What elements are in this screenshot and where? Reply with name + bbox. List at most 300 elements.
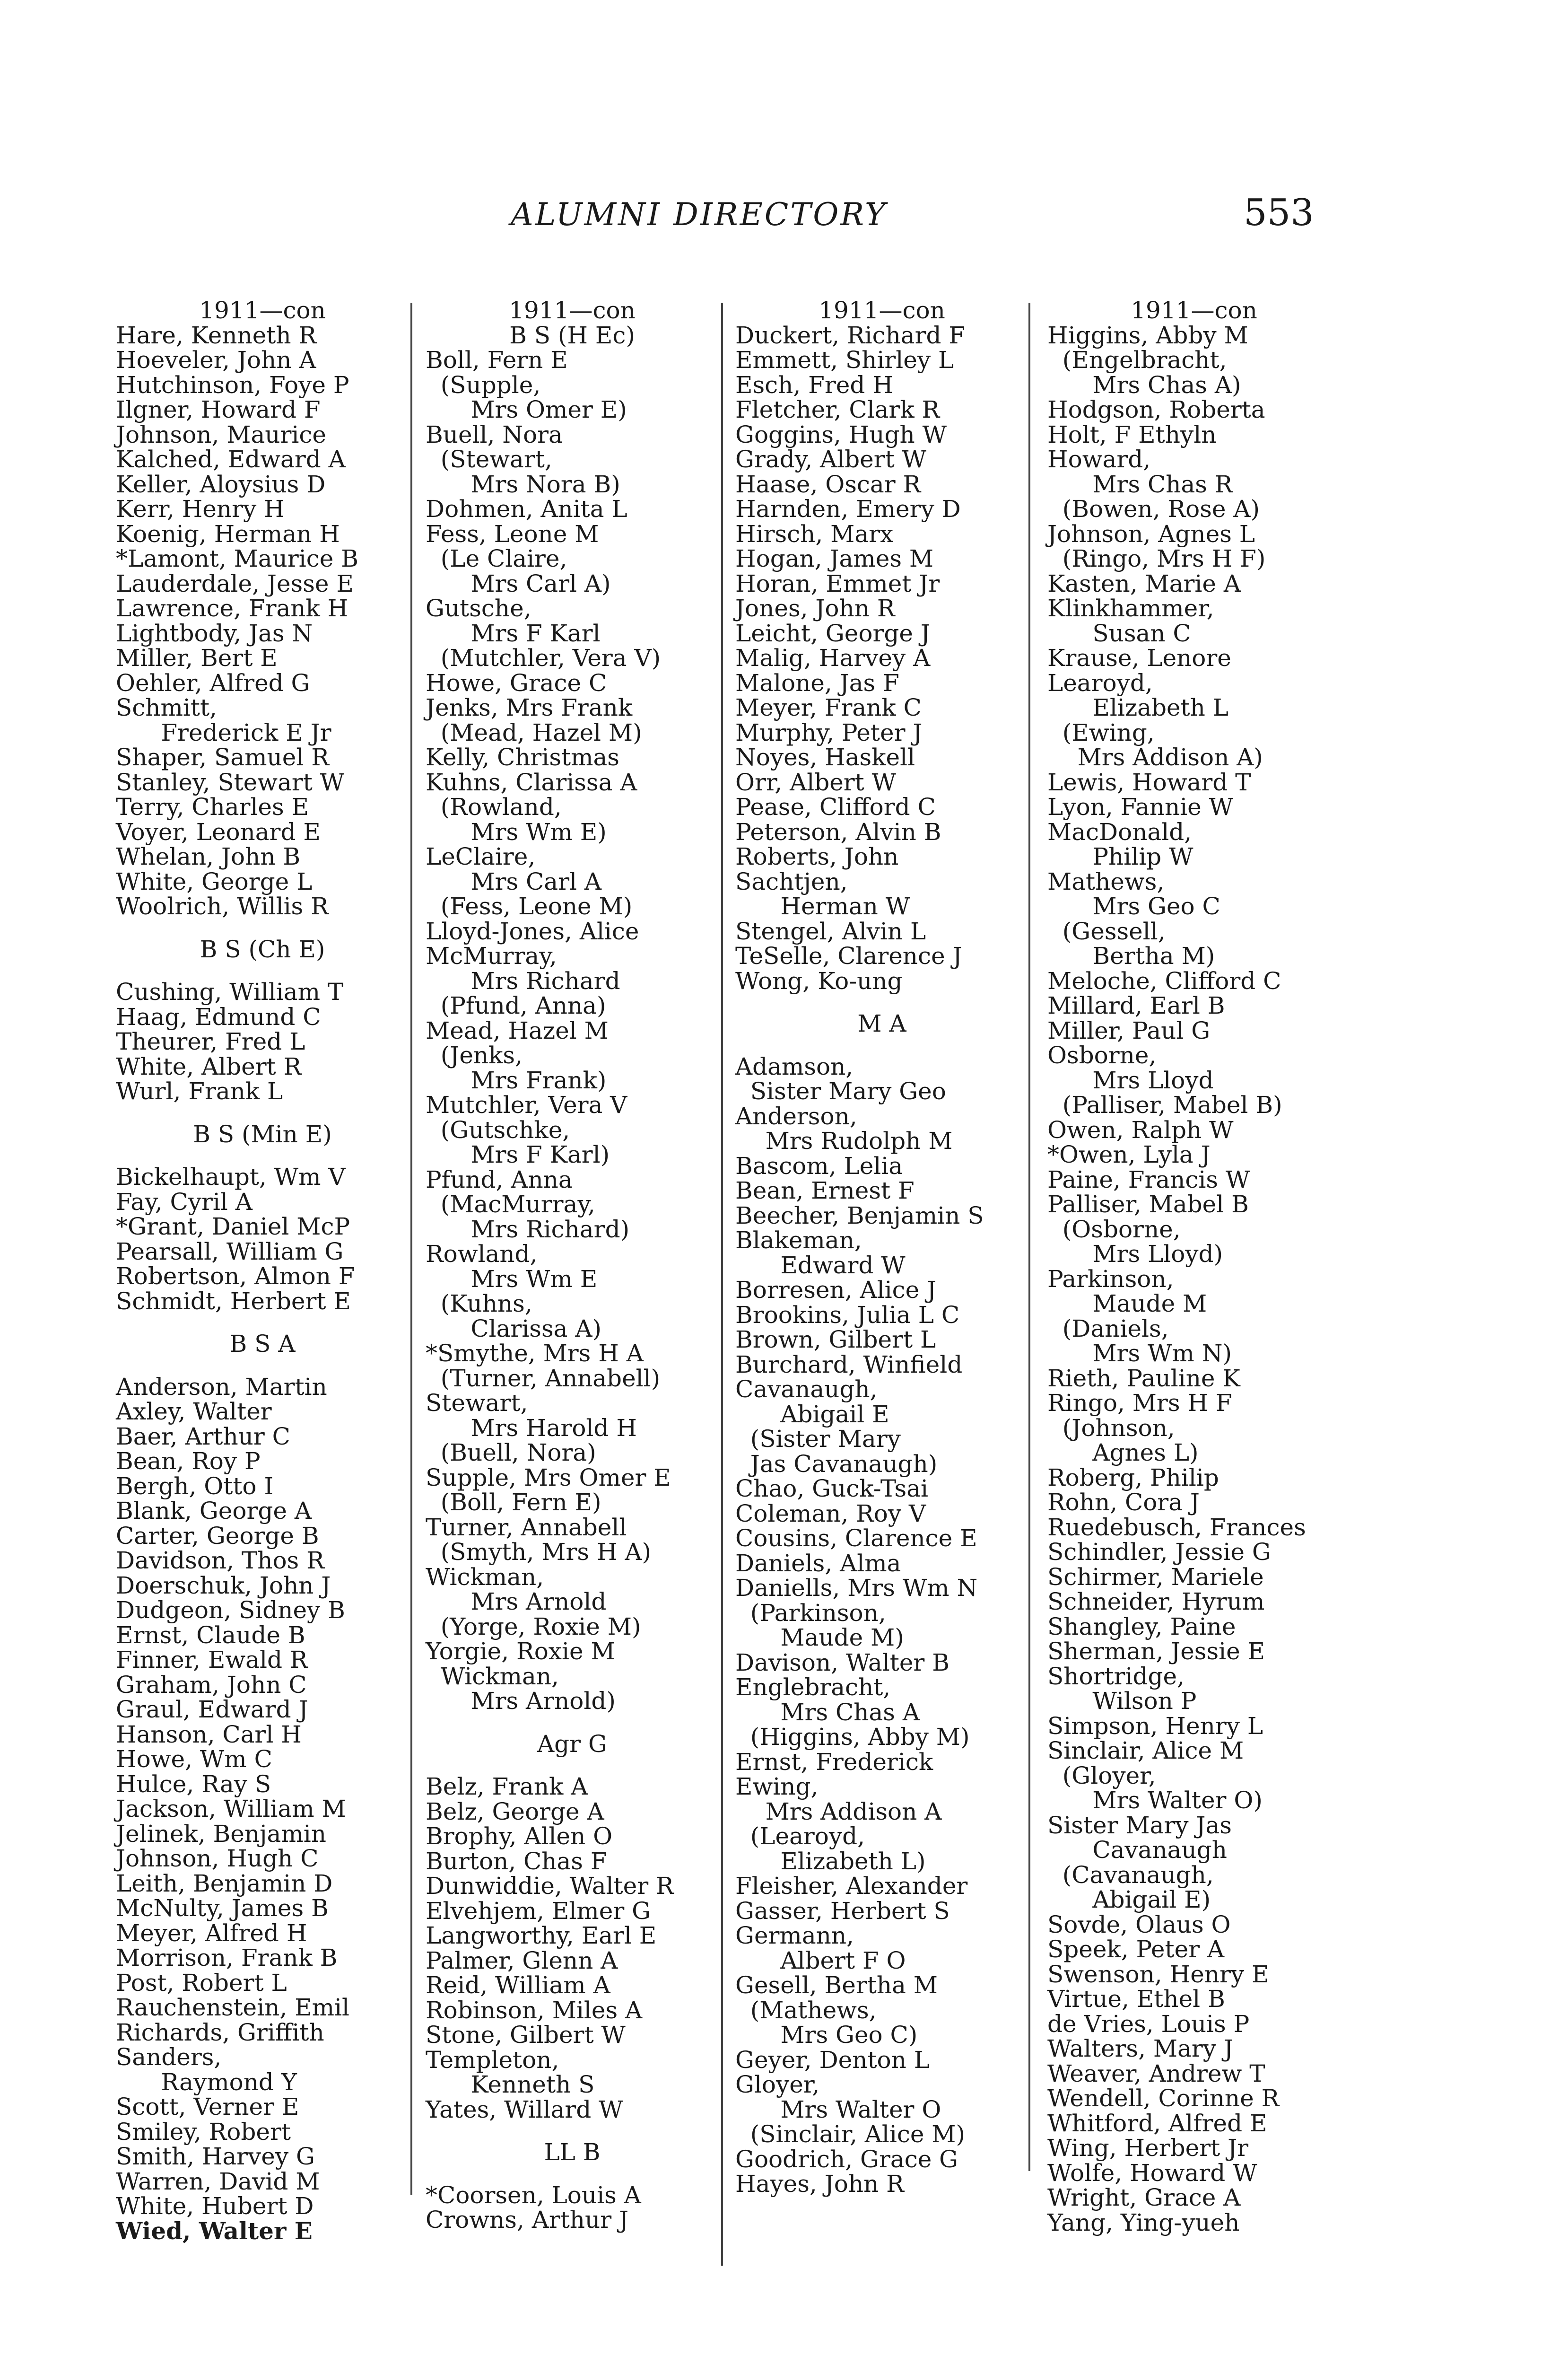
- directory-entry: Ringo, Mrs H F: [1047, 1389, 1232, 1417]
- directory-entry: Miller, Bert E: [116, 644, 278, 672]
- directory-entry: Gasser, Herbert S: [735, 1897, 950, 1925]
- directory-entry: Koenig, Herman H: [116, 520, 340, 548]
- directory-entry: Millard, Earl B: [1047, 992, 1225, 1019]
- directory-entry: Weaver, Andrew T: [1047, 2059, 1265, 2087]
- directory-entry: (Parkinson,: [735, 1599, 886, 1627]
- directory-entry: Howe, Grace C: [426, 669, 607, 697]
- directory-entry: Hulce, Ray S: [116, 1770, 271, 1798]
- directory-entry: Lightbody, Jas N: [116, 619, 313, 647]
- directory-entry: (Sinclair, Alice M): [735, 2120, 966, 2148]
- directory-entry: Germann,: [735, 1922, 854, 1949]
- directory-entry: Hutchinson, Foye P: [116, 371, 349, 399]
- directory-entry: Bean, Ernest F: [735, 1177, 915, 1204]
- directory-entry: Daniells, Mrs Wm N: [735, 1574, 978, 1602]
- directory-entry: Pearsall, William G: [116, 1237, 344, 1265]
- directory-entry: Mrs F Karl): [426, 1141, 610, 1168]
- directory-entry: Whelan, John B: [116, 843, 301, 870]
- section-heading: B S A: [229, 1330, 296, 1358]
- directory-entry: Albert F O: [735, 1946, 906, 1974]
- directory-entry: Herman W: [735, 893, 910, 920]
- directory-entry: Oehler, Alfred G: [116, 669, 310, 697]
- directory-entry: Englebracht,: [735, 1673, 891, 1701]
- directory-entry: Shangley, Paine: [1047, 1612, 1236, 1640]
- directory-entry: Gutsche,: [426, 595, 531, 622]
- directory-entry: Jackson, William M: [116, 1795, 346, 1822]
- directory-entry: Malig, Harvey A: [735, 644, 931, 672]
- directory-entry: Crowns, Arthur J: [426, 2206, 629, 2234]
- spacer: [426, 1756, 719, 1774]
- directory-entry: Lauderdale, Jesse E: [116, 569, 354, 597]
- directory-entry: Belz, George A: [426, 1797, 604, 1825]
- directory-entry: Stewart,: [426, 1389, 528, 1417]
- spacer: [116, 1104, 409, 1122]
- directory-entry: Kalched, Edward A: [116, 446, 346, 473]
- directory-entry: Mrs Wm N): [1047, 1340, 1232, 1367]
- directory-entry: Kerr, Henry H: [116, 495, 285, 523]
- directory-entry: Johnson, Hugh C: [116, 1845, 319, 1872]
- directory-entry: Adamson,: [735, 1052, 854, 1080]
- directory-entry: White, George L: [116, 867, 313, 895]
- directory-entry: Mrs Nora B): [426, 470, 620, 498]
- directory-entry: Jones, John R: [735, 595, 895, 622]
- spacer: [116, 1357, 409, 1375]
- column-rule: [721, 303, 723, 2266]
- directory-entry: Schindler, Jessie G: [1047, 1538, 1271, 1566]
- directory-entry: (Ringo, Mrs H F): [1047, 545, 1266, 572]
- directory-entry: Fess, Leone M: [426, 520, 599, 548]
- directory-entry: Meyer, Frank C: [735, 694, 922, 721]
- directory-entry: Goggins, Hugh W: [735, 420, 947, 448]
- directory-entry: Theurer, Fred L: [116, 1028, 305, 1055]
- directory-entry: Speek, Peter A: [1047, 1936, 1225, 1963]
- directory-entry: Ewing,: [735, 1773, 819, 1800]
- directory-entry: Beecher, Benjamin S: [735, 1201, 984, 1229]
- spacer: [735, 993, 1028, 1011]
- directory-entry: Owen, Ralph W: [1047, 1116, 1234, 1144]
- directory-entry: (Cavanaugh,: [1047, 1861, 1214, 1889]
- directory-entry: Axley, Walter: [116, 1398, 272, 1425]
- directory-entry: (Gloyer,: [1047, 1761, 1156, 1789]
- directory-entry: Malone, Jas F: [735, 669, 899, 697]
- directory-entry: Burchard, Winfield: [735, 1350, 963, 1378]
- directory-entry: (Osborne,: [1047, 1215, 1181, 1243]
- directory-entry: *Grant, Daniel McP: [116, 1213, 350, 1240]
- directory-entry: Doerschuk, John J: [116, 1571, 331, 1599]
- directory-entry: (Daniels,: [1047, 1314, 1169, 1342]
- directory-entry: Mrs Lloyd): [1047, 1240, 1223, 1268]
- directory-entry: Hanson, Carl H: [116, 1720, 302, 1748]
- directory-entry: Kenneth S: [426, 2071, 595, 2098]
- directory-entry: Mrs Omer E): [426, 396, 627, 423]
- spacer: [735, 1036, 1028, 1054]
- directory-entry: Scott, Verner E: [116, 2093, 299, 2120]
- directory-entry: Mrs Walter O): [1047, 1787, 1263, 1814]
- directory-entry: Meloche, Clifford C: [1047, 967, 1281, 995]
- directory-entry: Baer, Arthur C: [116, 1422, 290, 1450]
- directory-entry: Mutchler, Vera V: [426, 1091, 627, 1119]
- directory-entry: Wolfe, Howard W: [1047, 2159, 1257, 2187]
- directory-entry: Roberg, Philip: [1047, 1463, 1219, 1491]
- directory-entry: Carter, George B: [116, 1522, 319, 1550]
- directory-entry: LeClaire,: [426, 843, 536, 870]
- spacer: [116, 919, 409, 937]
- directory-entry: (Jenks,: [426, 1042, 523, 1069]
- directory-entry: Schmidt, Herbert E: [116, 1287, 351, 1315]
- directory-entry: Post, Robert L: [116, 1969, 287, 1997]
- directory-entry: Daniels, Alma: [735, 1549, 901, 1577]
- directory-entry: Wendell, Corinne R: [1047, 2085, 1280, 2112]
- directory-entry: Maude M): [735, 1624, 904, 1651]
- directory-entry: Mrs Richard: [426, 967, 620, 995]
- directory-entry: (Gutschke,: [426, 1116, 570, 1144]
- directory-entry: Langworthy, Earl E: [426, 1922, 657, 1949]
- directory-entry: Blakeman,: [735, 1226, 862, 1254]
- spacer: [426, 2122, 719, 2140]
- directory-entry: Mrs Rudolph M: [735, 1127, 953, 1155]
- directory-entry: White, Albert R: [116, 1052, 302, 1080]
- directory-entry: Hayes, John R: [735, 2170, 904, 2198]
- directory-entry: Palliser, Mabel B: [1047, 1191, 1249, 1218]
- directory-entry: (Bowen, Rose A): [1047, 495, 1260, 523]
- spacer: [116, 962, 409, 980]
- directory-entry: Harnden, Emery D: [735, 495, 961, 523]
- directory-entry: Mrs Frank): [426, 1066, 607, 1094]
- directory-entry: Davison, Walter B: [735, 1648, 950, 1676]
- directory-entry: Horan, Emmet Jr: [735, 569, 940, 597]
- directory-entry: Sister Mary Jas: [1047, 1811, 1232, 1839]
- directory-entry: Coleman, Roy V: [735, 1499, 926, 1527]
- directory-entry: Dunwiddie, Walter R: [426, 1872, 674, 1900]
- directory-entry: Murphy, Peter J: [735, 718, 923, 746]
- directory-entry: Warren, David M: [116, 2167, 320, 2195]
- directory-entry: Gloyer,: [735, 2071, 820, 2098]
- directory-entry: Holt, F Ethyln: [1047, 420, 1217, 448]
- spacer: [426, 1714, 719, 1732]
- directory-entry: TeSelle, Clarence J: [735, 942, 962, 970]
- directory-entry: Supple, Mrs Omer E: [426, 1463, 671, 1491]
- directory-entry: Paine, Francis W: [1047, 1165, 1250, 1193]
- section-heading: LL B: [544, 2138, 601, 2166]
- directory-entry: (Higgins, Abby M): [735, 1723, 970, 1751]
- directory-entry: Edward W: [735, 1251, 906, 1279]
- directory-entry: Duckert, Richard F: [735, 321, 966, 349]
- directory-entry: Osborne,: [1047, 1042, 1157, 1069]
- directory-entry: (Ewing,: [1047, 718, 1155, 746]
- section-heading: 1911—con: [199, 297, 326, 324]
- directory-entry: Elizabeth L: [1047, 694, 1228, 721]
- directory-entry: Leith, Benjamin D: [116, 1869, 333, 1897]
- directory-entry: Miller, Paul G: [1047, 1016, 1211, 1044]
- directory-entry: Cousins, Clarence E: [735, 1524, 977, 1552]
- directory-entry: Belz, Frank A: [426, 1773, 588, 1800]
- directory-entry: Smiley, Robert: [116, 2118, 291, 2146]
- directory-entry: Grady, Albert W: [735, 446, 927, 473]
- directory-entry: Noyes, Haskell: [735, 744, 915, 771]
- directory-entry: Lewis, Howard T: [1047, 768, 1251, 796]
- directory-entry: Leicht, George J: [735, 619, 930, 647]
- directory-entry: Mrs Walter O: [735, 2095, 941, 2123]
- directory-entry: MacDonald,: [1047, 818, 1192, 846]
- directory-entry: Wied, Walter E: [116, 2216, 313, 2245]
- directory-entry: Roberts, John: [735, 843, 899, 870]
- page-number: 553: [1244, 192, 1314, 234]
- directory-entry: Shortridge,: [1047, 1662, 1185, 1690]
- directory-entry: Higgins, Abby M: [1047, 321, 1248, 349]
- directory-entry: Keller, Aloysius D: [116, 470, 326, 498]
- directory-entry: Ilgner, Howard F: [116, 396, 321, 423]
- directory-entry: Wong, Ko-ung: [735, 967, 903, 995]
- directory-entry: Wickman,: [426, 1563, 544, 1591]
- directory-entry: Johnson, Agnes L: [1047, 520, 1255, 548]
- directory-entry: Wright, Grace A: [1047, 2184, 1241, 2211]
- directory-entry: Mrs Carl A): [426, 569, 611, 597]
- column-rule: [1028, 303, 1030, 2171]
- directory-entry: Wickman,: [426, 1662, 559, 1690]
- directory-entry: (Rowland,: [426, 793, 562, 821]
- section-heading: B S (Ch E): [200, 935, 325, 963]
- directory-entry: *Smythe, Mrs H A: [426, 1340, 644, 1367]
- directory-entry: Robertson, Almon F: [116, 1262, 355, 1290]
- directory-entry: Brown, Gilbert L: [735, 1326, 936, 1353]
- directory-entry: Bergh, Otto I: [116, 1472, 274, 1500]
- directory-entry: Mead, Hazel M: [426, 1016, 609, 1044]
- directory-entry: Cavanaugh: [1047, 1836, 1227, 1864]
- section-heading: Agr G: [537, 1730, 607, 1758]
- directory-entry: Brophy, Allen O: [426, 1822, 613, 1850]
- spacer: [426, 2165, 719, 2183]
- directory-entry: Meyer, Alfred H: [116, 1919, 307, 1947]
- directory-entry: Maude M: [1047, 1290, 1207, 1317]
- directory-entry: Lloyd-Jones, Alice: [426, 917, 639, 945]
- directory-entry: Goodrich, Grace G: [735, 2145, 958, 2173]
- directory-entry: Richards, Griffith: [116, 2018, 324, 2046]
- directory-entry: Haase, Oscar R: [735, 470, 921, 498]
- directory-entry: Chao, Guck-Tsai: [735, 1475, 929, 1502]
- directory-entry: Mrs Lloyd: [1047, 1066, 1214, 1094]
- directory-entry: Mrs Carl A: [426, 867, 601, 895]
- directory-entry: Klinkhammer,: [1047, 595, 1214, 622]
- directory-entry: (Mead, Hazel M): [426, 718, 642, 746]
- directory-entry: Mrs Geo C): [735, 2021, 918, 2049]
- directory-entry: Cavanaugh,: [735, 1375, 878, 1403]
- directory-entry: Dohmen, Anita L: [426, 495, 627, 523]
- directory-entry: Sachtjen,: [735, 867, 848, 895]
- directory-entry: Bertha M): [1047, 942, 1215, 970]
- directory-entry: *Coorsen, Louis A: [426, 2181, 641, 2209]
- directory-entry: Palmer, Glenn A: [426, 1946, 618, 1974]
- directory-entry: Bickelhaupt, Wm V: [116, 1163, 346, 1191]
- directory-entry: Wing, Herbert Jr: [1047, 2134, 1249, 2162]
- directory-entry: Morrison, Frank B: [116, 1944, 338, 1971]
- directory-entry: Kuhns, Clarissa A: [426, 768, 637, 796]
- directory-entry: (Yorge, Roxie M): [426, 1612, 641, 1640]
- directory-entry: Mrs Wm E): [426, 818, 607, 846]
- directory-entry: Swenson, Henry E: [1047, 1960, 1269, 1988]
- directory-entry: Fletcher, Clark R: [735, 396, 940, 423]
- directory-entry: Hoeveler, John A: [116, 346, 316, 374]
- directory-entry: White, Hubert D: [116, 2192, 314, 2220]
- directory-entry: (Le Claire,: [426, 545, 567, 572]
- directory-entry: Geyer, Denton L: [735, 2046, 930, 2074]
- directory-entry: Gesell, Bertha M: [735, 1971, 938, 1999]
- directory-entry: (Mathews,: [735, 1996, 877, 2024]
- directory-entry: Ernst, Frederick: [735, 1748, 933, 1776]
- directory-entry: Turner, Annabell: [426, 1513, 627, 1541]
- directory-entry: Boll, Fern E: [426, 346, 568, 374]
- directory-entry: Cushing, William T: [116, 978, 344, 1006]
- directory-entry: Lyon, Fannie W: [1047, 793, 1234, 821]
- directory-column-3: [735, 298, 1028, 2197]
- directory-entry: Mrs Richard): [426, 1215, 630, 1243]
- directory-entry: McNulty, James B: [116, 1894, 329, 1922]
- directory-entry: Bean, Roy P: [116, 1447, 261, 1475]
- directory-entry: Krause, Lenore: [1047, 644, 1231, 672]
- directory-entry: (Kuhns,: [426, 1290, 532, 1317]
- directory-entry: Susan C: [1047, 619, 1191, 647]
- directory-entry: Sister Mary Geo: [735, 1077, 946, 1105]
- directory-entry: Bascom, Lelia: [735, 1152, 903, 1180]
- directory-entry: Mrs Chas A): [1047, 371, 1241, 399]
- directory-entry: Whitford, Alfred E: [1047, 2109, 1267, 2137]
- directory-entry: (Gessell,: [1047, 917, 1166, 945]
- directory-entry: Yates, Willard W: [426, 2095, 623, 2123]
- directory-entry: Graham, John C: [116, 1671, 307, 1699]
- directory-entry: Mrs Chas A: [735, 1698, 920, 1726]
- directory-entry: McMurray,: [426, 942, 557, 970]
- directory-entry: Fay, Cyril A: [116, 1188, 253, 1216]
- directory-entry: (Learoyd,: [735, 1822, 865, 1850]
- spacer: [116, 1147, 409, 1165]
- section-heading: B S (H Ec): [509, 321, 635, 349]
- directory-entry: Jenks, Mrs Frank: [426, 694, 633, 721]
- directory-entry: (Johnson,: [1047, 1414, 1175, 1442]
- directory-entry: Fleisher, Alexander: [735, 1872, 968, 1900]
- directory-entry: Graul, Edward J: [116, 1696, 308, 1723]
- directory-entry: Anderson, Martin: [116, 1373, 327, 1401]
- directory-entry: Davidson, Thos R: [116, 1547, 324, 1574]
- directory-entry: Mrs Addison A: [735, 1797, 942, 1825]
- directory-entry: Sanders,: [116, 2043, 222, 2071]
- directory-entry: Frederick E Jr: [116, 718, 331, 746]
- directory-entry: Johnson, Maurice: [116, 420, 326, 448]
- directory-entry: Stengel, Alvin L: [735, 917, 926, 945]
- column-rule: [410, 303, 412, 2195]
- directory-entry: Learoyd,: [1047, 669, 1153, 697]
- directory-entry: (Mutchler, Vera V): [426, 644, 661, 672]
- directory-entry: Stone, Gilbert W: [426, 2021, 626, 2049]
- directory-entry: Mrs Arnold): [426, 1687, 616, 1715]
- directory-entry: (Palliser, Mabel B): [1047, 1091, 1282, 1119]
- directory-entry: Pease, Clifford C: [735, 793, 936, 821]
- directory-entry: Yang, Ying-yueh: [1047, 2208, 1240, 2236]
- directory-entry: Kasten, Marie A: [1047, 569, 1241, 597]
- directory-entry: Jas Cavanaugh): [735, 1450, 938, 1478]
- directory-entry: Emmett, Shirley L: [735, 346, 954, 374]
- directory-entry: Agnes L): [1047, 1439, 1199, 1466]
- directory-entry: Schirmer, Mariele: [1047, 1563, 1264, 1591]
- directory-entry: Terry, Charles E: [116, 793, 309, 821]
- directory-entry: Sherman, Jessie E: [1047, 1638, 1265, 1665]
- directory-entry: Robinson, Miles A: [426, 1996, 643, 2024]
- section-heading: 1911—con: [819, 297, 945, 324]
- directory-entry: Woolrich, Willis R: [116, 893, 329, 920]
- directory-entry: Sinclair, Alice M: [1047, 1737, 1244, 1764]
- directory-entry: Dudgeon, Sidney B: [116, 1596, 345, 1624]
- directory-entry: Schneider, Hyrum: [1047, 1588, 1265, 1615]
- directory-entry: Reid, William A: [426, 1971, 610, 1999]
- directory-entry: *Lamont, Maurice B: [116, 545, 358, 572]
- directory-entry: Hodgson, Roberta: [1047, 396, 1265, 423]
- directory-entry: Ernst, Claude B: [116, 1621, 305, 1649]
- section-heading: 1911—con: [1131, 297, 1257, 324]
- directory-entry: Virtue, Ethel B: [1047, 1985, 1225, 2013]
- directory-entry: Schmitt,: [116, 694, 217, 721]
- directory-column-4: [1047, 298, 1341, 2235]
- directory-entry: Rauchenstein, Emil: [116, 1994, 350, 2021]
- directory-entry: Kelly, Christmas: [426, 744, 619, 771]
- directory-entry: Mrs Chas R: [1047, 470, 1233, 498]
- directory-entry: Shaper, Samuel R: [116, 744, 329, 771]
- directory-entry: (Buell, Nora): [426, 1439, 596, 1466]
- directory-entry: Abigail E: [735, 1400, 889, 1428]
- directory-entry: Hare, Kenneth R: [116, 321, 317, 349]
- directory-entry: Mathews,: [1047, 867, 1165, 895]
- directory-entry: Anderson,: [735, 1102, 857, 1130]
- directory-entry: Finner, Ewald R: [116, 1646, 308, 1673]
- directory-entry: Peterson, Alvin B: [735, 818, 941, 846]
- directory-entry: (Fess, Leone M): [426, 893, 633, 920]
- directory-entry: Howe, Wm C: [116, 1745, 272, 1773]
- directory-entry: Hogan, James M: [735, 545, 934, 572]
- directory-entry: (Boll, Fern E): [426, 1489, 601, 1516]
- directory-entry: Buell, Nora: [426, 420, 563, 448]
- directory-entry: Borresen, Alice J: [735, 1276, 937, 1304]
- directory-entry: Esch, Fred H: [735, 371, 893, 399]
- directory-entry: Raymond Y: [116, 2068, 297, 2096]
- directory-entry: Simpson, Henry L: [1047, 1712, 1263, 1740]
- section-heading: 1911—con: [509, 297, 636, 324]
- section-heading: M A: [857, 1010, 906, 1037]
- directory-entry: Mrs F Karl: [426, 619, 601, 647]
- directory-entry: Haag, Edmund C: [116, 1003, 321, 1031]
- directory-entry: (MacMurray,: [426, 1191, 595, 1218]
- directory-entry: Yorgie, Roxie M: [426, 1638, 615, 1665]
- directory-entry: Clarissa A): [426, 1314, 601, 1342]
- directory-entry: Brookins, Julia L C: [735, 1301, 960, 1329]
- directory-entry: Mrs Addison A): [1047, 744, 1263, 771]
- directory-entry: *Owen, Lyla J: [1047, 1141, 1211, 1168]
- section-heading: B S (Min E): [193, 1120, 332, 1148]
- directory-entry: de Vries, Louis P: [1047, 2010, 1250, 2038]
- directory-entry: Lawrence, Frank H: [116, 595, 348, 622]
- directory-entry: Abigail E): [1047, 1886, 1211, 1913]
- directory-entry: Voyer, Leonard E: [116, 818, 321, 846]
- directory-entry: (Stewart,: [426, 446, 552, 473]
- directory-entry: Pfund, Anna: [426, 1165, 573, 1193]
- directory-entry: Elvehjem, Elmer G: [426, 1897, 651, 1925]
- directory-entry: Rowland,: [426, 1240, 538, 1268]
- directory-entry: Philip W: [1047, 843, 1193, 870]
- directory-entry: (Turner, Annabell): [426, 1364, 661, 1392]
- directory-entry: Sovde, Olaus O: [1047, 1910, 1231, 1938]
- directory-column-2: [426, 298, 719, 2233]
- directory-entry: Stanley, Stewart W: [116, 768, 345, 796]
- directory-column-1: [116, 298, 409, 2243]
- directory-entry: Templeton,: [426, 2046, 559, 2074]
- directory-entry: Walters, Mary J: [1047, 2035, 1233, 2062]
- directory-entry: Rieth, Pauline K: [1047, 1364, 1240, 1392]
- directory-entry: (Sister Mary: [735, 1425, 901, 1453]
